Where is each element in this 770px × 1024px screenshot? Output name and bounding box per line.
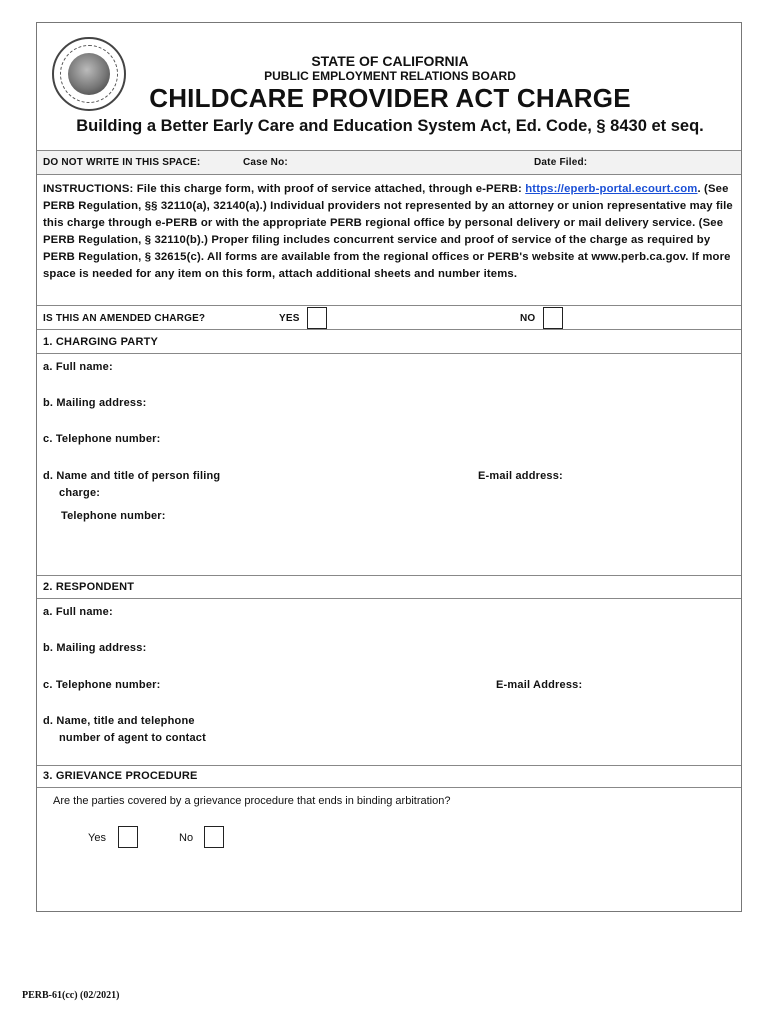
amended-yes-label: YES bbox=[279, 313, 300, 324]
grievance-yes-checkbox[interactable] bbox=[118, 826, 138, 848]
charging-party-email-label: E-mail address: bbox=[478, 470, 563, 482]
state-heading: STATE OF CALIFORNIA bbox=[311, 53, 469, 69]
grievance-no-checkbox[interactable] bbox=[204, 826, 224, 848]
respondent-email-label: E-mail Address: bbox=[496, 679, 583, 691]
instructions-text: INSTRUCTIONS: File this charge form, with proof of service attached, through e-PERB: https://eperb-portal.ecourt.com. (See PERB Regulation, §§ 32110(a), 32140(a).) Individual providers not represented by an attorney or union representative may file this charge through e-PERB or with the appropriate PERB regional office by personal delivery or mail delivery service. (See PERB Regulation, § 32110(b).) Proper filing includes concurrent service and proof of service of the charge as required by PERB Regulation, § 32615(c). All forms are available from the regional offices or PERB's website at www.perb.ca.gov. If more space is needed for any item on this form, attach additional sheets and number items. bbox=[43, 183, 733, 280]
case-no-label: Case No: bbox=[243, 157, 288, 168]
grievance-yes-label: Yes bbox=[88, 832, 106, 844]
amended-question: IS THIS AN AMENDED CHARGE? bbox=[43, 313, 206, 324]
respondent-mailing-address-label: b. Mailing address: bbox=[43, 642, 147, 654]
grievance-no-label: No bbox=[179, 832, 194, 844]
amended-no-checkbox[interactable] bbox=[543, 307, 563, 329]
agent-contact-label: d. Name, title and telephone bbox=[43, 715, 195, 727]
charging-party-telephone-label: c. Telephone number: bbox=[43, 433, 161, 445]
form-title: CHILDCARE PROVIDER ACT CHARGE bbox=[149, 83, 631, 113]
grievance-question: Are the parties covered by a grievance procedure that ends in binding arbitration? bbox=[53, 795, 451, 807]
charge-form bbox=[36, 22, 742, 912]
amended-no-label: NO bbox=[520, 313, 536, 324]
charging-party-full-name-label: a. Full name: bbox=[43, 361, 113, 373]
charging-party-mailing-address-label: b. Mailing address: bbox=[43, 397, 147, 409]
amended-yes-checkbox[interactable] bbox=[307, 307, 327, 329]
section-charging-party-heading: 1. CHARGING PARTY bbox=[43, 336, 159, 348]
filer-name-title-label-cont: charge: bbox=[59, 487, 101, 499]
section-respondent-heading: 2. RESPONDENT bbox=[43, 581, 135, 593]
filer-telephone-label: Telephone number: bbox=[61, 510, 166, 522]
section-grievance-heading: 3. GRIEVANCE PROCEDURE bbox=[43, 770, 198, 782]
respondent-telephone-label: c. Telephone number: bbox=[43, 679, 161, 691]
board-heading: PUBLIC EMPLOYMENT RELATIONS BOARD bbox=[264, 69, 516, 83]
agent-contact-label-cont: number of agent to contact bbox=[59, 732, 206, 744]
form-subtitle: Building a Better Early Care and Education System Act, Ed. Code, § 8430 et seq. bbox=[76, 117, 704, 135]
respondent-full-name-label: a. Full name: bbox=[43, 606, 113, 618]
office-use-label: DO NOT WRITE IN THIS SPACE: bbox=[43, 157, 201, 168]
eperb-portal-link[interactable]: https://eperb-portal.ecourt.com bbox=[525, 183, 698, 195]
filer-name-title-label: d. Name and title of person filing bbox=[43, 470, 221, 482]
date-filed-label: Date Filed: bbox=[534, 157, 588, 168]
form-id: PERB-61(cc) (02/2021) bbox=[22, 990, 120, 1001]
